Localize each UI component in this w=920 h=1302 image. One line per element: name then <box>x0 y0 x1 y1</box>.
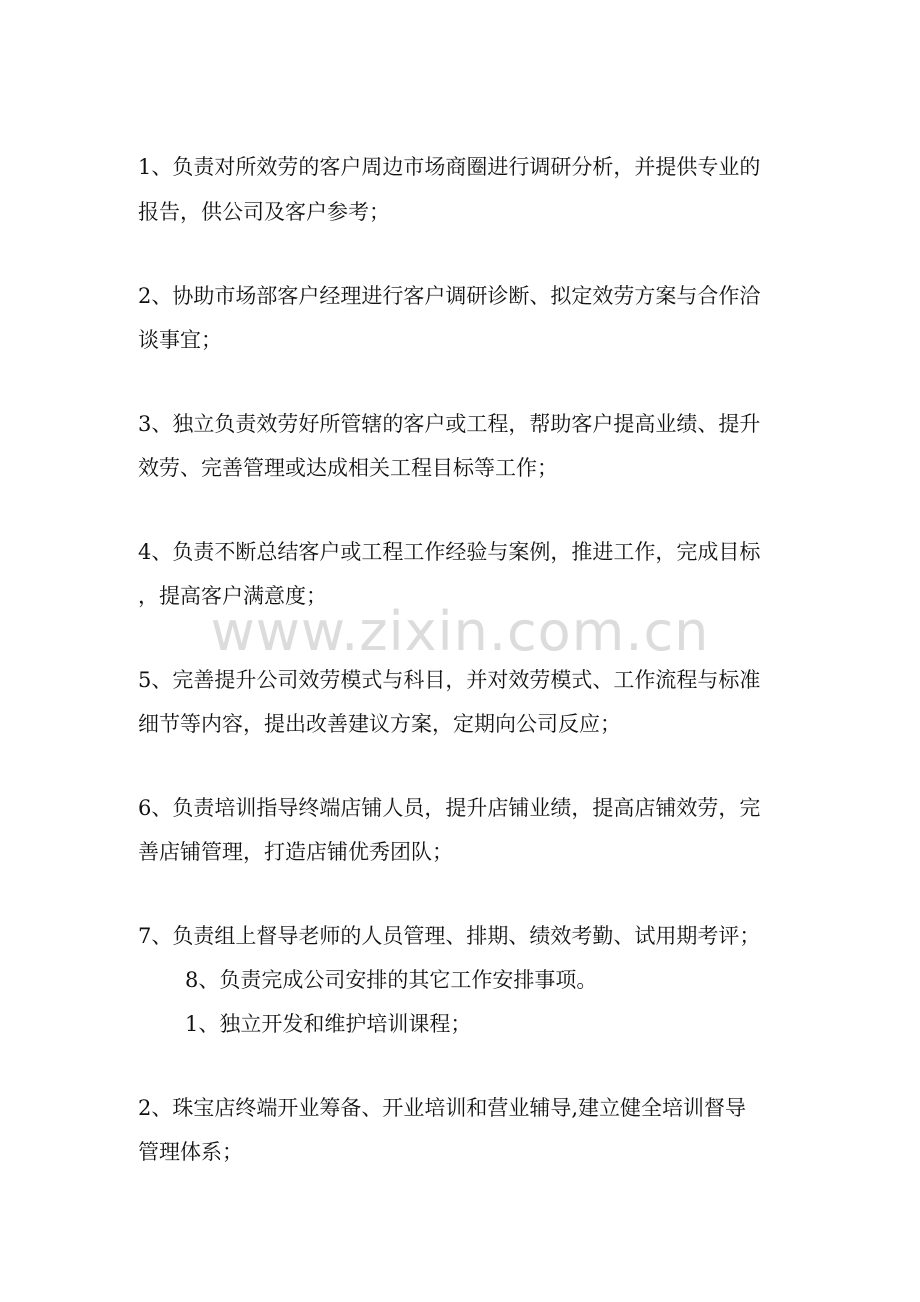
paragraph-4-line-2: ，提高客户满意度； <box>138 584 327 608</box>
paragraph-6-line-2: 善店铺管理，打造店铺优秀团队； <box>138 840 453 864</box>
paragraph-6-line-1: 6、负责培训指导终端店铺人员，提升店铺业绩，提高店铺效劳，完 <box>138 796 761 820</box>
paragraph-5-line-1: 5、完善提升公司效劳模式与科目，并对效劳模式、工作流程与标准 <box>138 668 761 692</box>
paragraph-10-line-2: 管理体系； <box>138 1140 243 1164</box>
paragraph-2-line-1: 2、协助市场部客户经理进行客户调研诊断、拟定效劳方案与合作洽 <box>138 284 761 308</box>
paragraph-8-line-1: 8、负责完成公司安排的其它工作安排事项。 <box>185 968 598 992</box>
paragraph-10-line-1: 2、珠宝店终端开业筹备、开业培训和营业辅导,建立健全培训督导 <box>138 1096 747 1120</box>
paragraph-5-line-2: 细节等内容，提出改善建议方案，定期向公司反应； <box>138 712 621 736</box>
paragraph-2-line-2: 谈事宜； <box>138 328 222 352</box>
paragraph-1-line-2: 报告，供公司及客户参考； <box>138 200 390 224</box>
watermark: www.zixin.com.cn <box>210 600 710 663</box>
paragraph-9-line-1: 1、独立开发和维护培训课程； <box>185 1012 472 1036</box>
paragraph-3-line-1: 3、独立负责效劳好所管辖的客户或工程，帮助客户提高业绩、提升 <box>138 412 761 436</box>
paragraph-4-line-1: 4、负责不断总结客户或工程工作经验与案例，推进工作，完成目标 <box>138 540 761 564</box>
paragraph-7-line-1: 7、负责组上督导老师的人员管理、排期、绩效考勤、试用期考评； <box>138 924 761 948</box>
paragraph-1-line-1: 1、负责对所效劳的客户周边市场商圈进行调研分析，并提供专业的 <box>138 155 761 179</box>
paragraph-3-line-2: 效劳、完善管理或达成相关工程目标等工作； <box>138 456 558 480</box>
